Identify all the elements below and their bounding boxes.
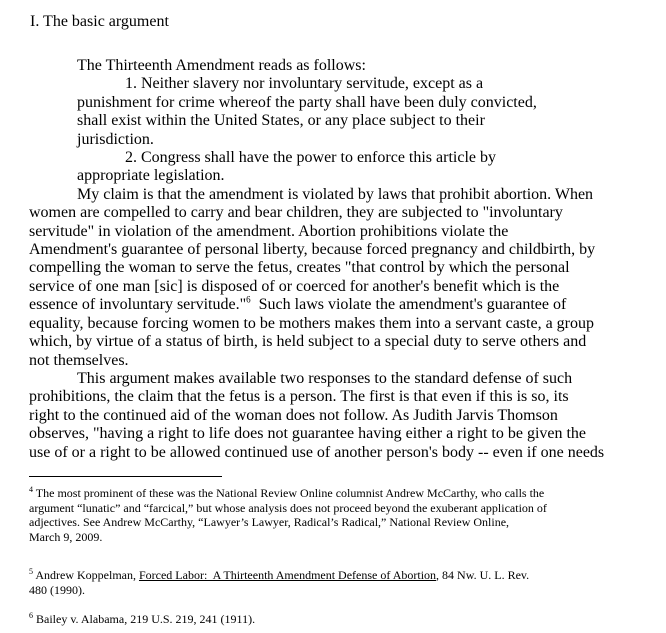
text-line [29, 296, 609, 314]
text-line: right to the continued aid of the woman does not follow. As Judith Jarvis Thomson [29, 406, 558, 424]
footnote-mark: 6 [29, 611, 33, 620]
section-heading: I. The basic argument [30, 13, 169, 30]
intro-line: The Thirteenth Amendment reads as follows: [77, 57, 366, 74]
text-line: service of one man [sic] is disposed of or coerced for another's benefit which is the [29, 277, 560, 295]
amendment-section-2 [29, 149, 609, 186]
document-body [29, 57, 609, 462]
footnote-line: 480 (1990). [29, 582, 85, 597]
text-line: prohibitions, the claim that the fetus is a person. The first is that even if this is so, its [29, 388, 569, 406]
footnote-line: $^5$ Andrew Koppelman, Forced Labor: A Thirteenth Amendment Defense of Abortion, 84 Nw. U. L. Rev. [29, 567, 530, 582]
footnote-line: $^6$ Bailey v. Alabama, 219 U.S. 219, 241 (1911). [29, 611, 256, 626]
quote-line: shall exist within the United States, or any place subject to their [77, 112, 485, 130]
text-fragment: Such laws violate the amendment's guarantee of [250, 296, 567, 314]
paragraph-claim [29, 186, 609, 370]
text-line: use of or a right to be allowed continued use of another person's body -- even if one needs [29, 443, 605, 461]
text-line: equality, because forcing women to be mothers makes them into a servant caste, a group [29, 314, 594, 332]
text-line: servitude" in violation of the amendment. Abortion prohibitions violate the [29, 222, 509, 240]
quote-line: 2. Congress shall have the power to enforce this article by [125, 149, 496, 167]
text-line: women are compelled to carry and bear children, they are subjected to "involuntary [29, 204, 563, 222]
text-line: observes, "having a right to life does not guarantee having either a right to be given the [29, 425, 587, 443]
text-line: compelling the woman to serve the fetus, creates "that control by which the personal [29, 259, 570, 277]
quote-line: punishment for crime whereof the party shall have been duly convicted, [77, 93, 537, 111]
footnote-line: adjectives. See Andrew McCarthy, “Lawyer’s Lawyer, Radical’s Radical,” National Review Online, [29, 515, 510, 529]
footnote-mark: 5 [29, 567, 33, 576]
quote-line: 1. Neither slavery nor involuntary servitude, except as a [125, 75, 484, 93]
text-line: which, by virtue of a status of birth, is held subject to a special duty to serve others and [29, 333, 587, 351]
footnote-line: $^4$ The most prominent of these was the National Review Online columnist Andrew McCarthy, who calls the [29, 485, 545, 500]
text-line: not themselves. [29, 351, 129, 369]
quote-line: jurisdiction. [77, 130, 154, 148]
amendment-section-1 [29, 75, 609, 149]
cited-work-title: Forced Labor: A Thirteenth Amendment Defense of Abortion [138, 568, 437, 582]
quote-line: appropriate legislation. [77, 167, 225, 185]
text-fragment: essence of involuntary servitude." [29, 296, 247, 314]
footnote-line: March 9, 2009. [29, 529, 103, 544]
text-line: This argument makes available two responses to the standard defense of such [77, 369, 573, 387]
text-line: My claim is that the amendment is violated by laws that prohibit abortion. When [77, 185, 594, 203]
paragraph-responses [29, 370, 609, 462]
footnote-6 [29, 612, 619, 627]
text-line: Amendment's guarantee of personal liberty, because forced pregnancy and childbirth, by [29, 241, 596, 259]
footnote-line: argument “lunatic” and “farcical,” but whose analysis does not proceed beyond the exuberant application of [29, 500, 547, 515]
footnote-separator [29, 476, 222, 477]
footnote-5 [29, 568, 619, 597]
footnote-4 [29, 486, 619, 544]
footnote-ref-6[interactable]: 6 [246, 294, 251, 305]
footnote-mark: 4 [29, 485, 33, 494]
